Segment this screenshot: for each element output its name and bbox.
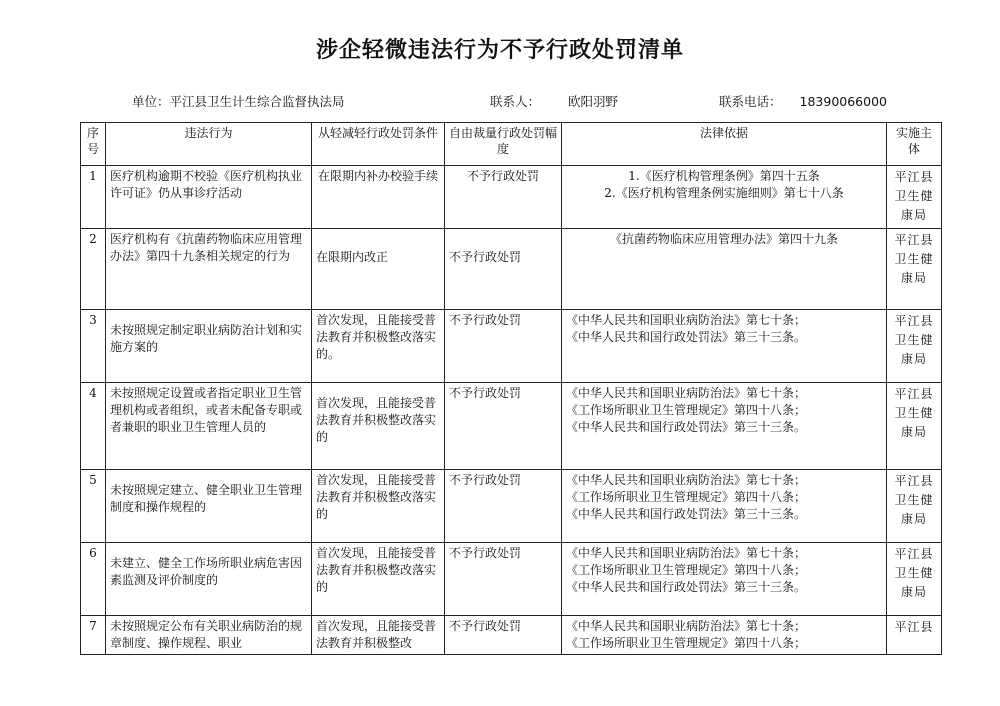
cell-seq: 7 [81,616,106,655]
law-line: 《中华人民共和国行政处罚法》第三十三条。 [566,330,807,344]
cell-seq: 3 [81,310,106,383]
law-line: 《中华人民共和国行政处罚法》第三十三条。 [566,580,807,594]
law-line: 《工作场所职业卫生管理规定》第四十八条； [566,490,807,504]
unit-info [132,92,345,110]
law-line: 《中华人民共和国职业病防治法》第七十条； [566,473,807,487]
table-row [81,616,942,655]
law-line: 《工作场所职业卫生管理规定》第四十八条； [566,403,807,417]
cell-condition: 首次发现，且能接受普法教育并积极整改 [312,616,445,655]
cell-condition: 首次发现，且能接受普法教育并积极整改落实的 [312,543,445,616]
table-row [81,543,942,616]
cell-act: 医疗机构逾期不校验《医疗机构执业许可证》仍从事诊疗活动 [106,166,312,229]
contact-info [490,92,618,110]
cell-condition: 在限期内补办校验手续 [312,166,445,229]
cell-range: 不予行政处罚 [445,470,562,543]
table-row [81,229,942,310]
table-header-row [81,123,942,166]
cell-agency: 平江县卫生健康局 [887,543,942,616]
header-law: 法律依据 [562,123,887,166]
cell-agency: 平江县卫生健康局 [887,470,942,543]
cell-condition: 首次发现，且能接受普法教育并积极整改落实的。 [312,310,445,383]
cell-law [562,616,887,655]
cell-range: 不予行政处罚 [445,616,562,655]
cell-condition: 首次发现，且能接受普法教育并积极整改落实的 [312,470,445,543]
cell-act: 未按照规定公布有关职业病防治的规章制度、操作规程、职业 [106,616,312,655]
cell-range: 不予行政处罚 [445,543,562,616]
law-line: 《抗菌药物临床应用管理办法》第四十九条 [609,232,838,246]
cell-act: 未按照规定建立、健全职业卫生管理制度和操作规程的 [106,470,312,543]
cell-agency: 平江县卫生健康局 [887,310,942,383]
cell-law [562,383,887,470]
phone-info [719,92,887,110]
header-act: 违法行为 [106,123,312,166]
cell-seq: 5 [81,470,106,543]
phone-label: 联系电话： [719,94,782,109]
cell-range: 不予行政处罚 [445,166,562,229]
unit-label: 单位： [132,94,170,109]
cell-law [562,166,887,229]
cell-agency: 平江县卫生健康局 [887,383,942,470]
contact-value: 欧阳羽野 [568,94,619,109]
cell-range: 不予行政处罚 [445,310,562,383]
cell-law [562,470,887,543]
phone-value: 18390066000 [799,94,887,109]
cell-seq: 2 [81,229,106,310]
cell-agency: 平江县卫生健康局 [887,166,942,229]
header-seq: 序号 [81,123,106,166]
penalty-list-table [80,122,942,655]
cell-act: 医疗机构有《抗菌药物临床应用管理办法》第四十九条相关规定的行为 [106,229,312,310]
cell-condition: 在限期内改正 [312,229,445,310]
table-row [81,310,942,383]
unit-value: 平江县卫生计生综合监督执法局 [169,94,345,109]
header-agency: 实施主体 [887,123,942,166]
cell-act: 未按照规定设置或者指定职业卫生管理机构或者组织，或者未配备专职或者兼职的职业卫生管理人员的 [106,383,312,470]
cell-range: 不予行政处罚 [445,383,562,470]
cell-seq: 1 [81,166,106,229]
cell-agency: 平江县 [887,616,942,655]
cell-agency: 平江县卫生健康局 [887,229,942,310]
table-row [81,470,942,543]
cell-act: 未按照规定制定职业病防治计划和实施方案的 [106,310,312,383]
cell-range: 不予行政处罚 [445,229,562,310]
law-line: 《中华人民共和国行政处罚法》第三十三条。 [566,420,807,434]
law-line: 《中华人民共和国职业病防治法》第七十条； [566,386,807,400]
cell-law [562,229,887,310]
cell-act: 未建立、健全工作场所职业病危害因素监测及评价制度的 [106,543,312,616]
law-line: 1.《医疗机构管理条例》第四十五条 [628,169,820,183]
cell-law [562,310,887,383]
law-line: 《中华人民共和国职业病防治法》第七十条； [566,619,807,633]
table-row [81,166,942,229]
contact-label: 联系人： [490,94,541,109]
header-condition: 从轻减轻行政处罚条件 [312,123,445,166]
law-line: 《中华人民共和国职业病防治法》第七十条； [566,546,807,560]
cell-law [562,543,887,616]
cell-seq: 6 [81,543,106,616]
law-line: 《工作场所职业卫生管理规定》第四十八条； [566,636,807,650]
cell-seq: 4 [81,383,106,470]
law-line: 2.《医疗机构管理条例实施细则》第七十八条 [604,186,844,200]
page-title: 涉企轻微违法行为不予行政处罚清单 [315,38,684,63]
header-range: 自由裁量行政处罚幅度 [445,123,562,166]
table-row [81,383,942,470]
law-line: 《工作场所职业卫生管理规定》第四十八条； [566,563,807,577]
cell-condition: 首次发现，且能接受普法教育并积极整改落实的 [312,383,445,470]
law-line: 《中华人民共和国职业病防治法》第七十条； [566,313,807,327]
law-line: 《中华人民共和国行政处罚法》第三十三条。 [566,507,807,521]
